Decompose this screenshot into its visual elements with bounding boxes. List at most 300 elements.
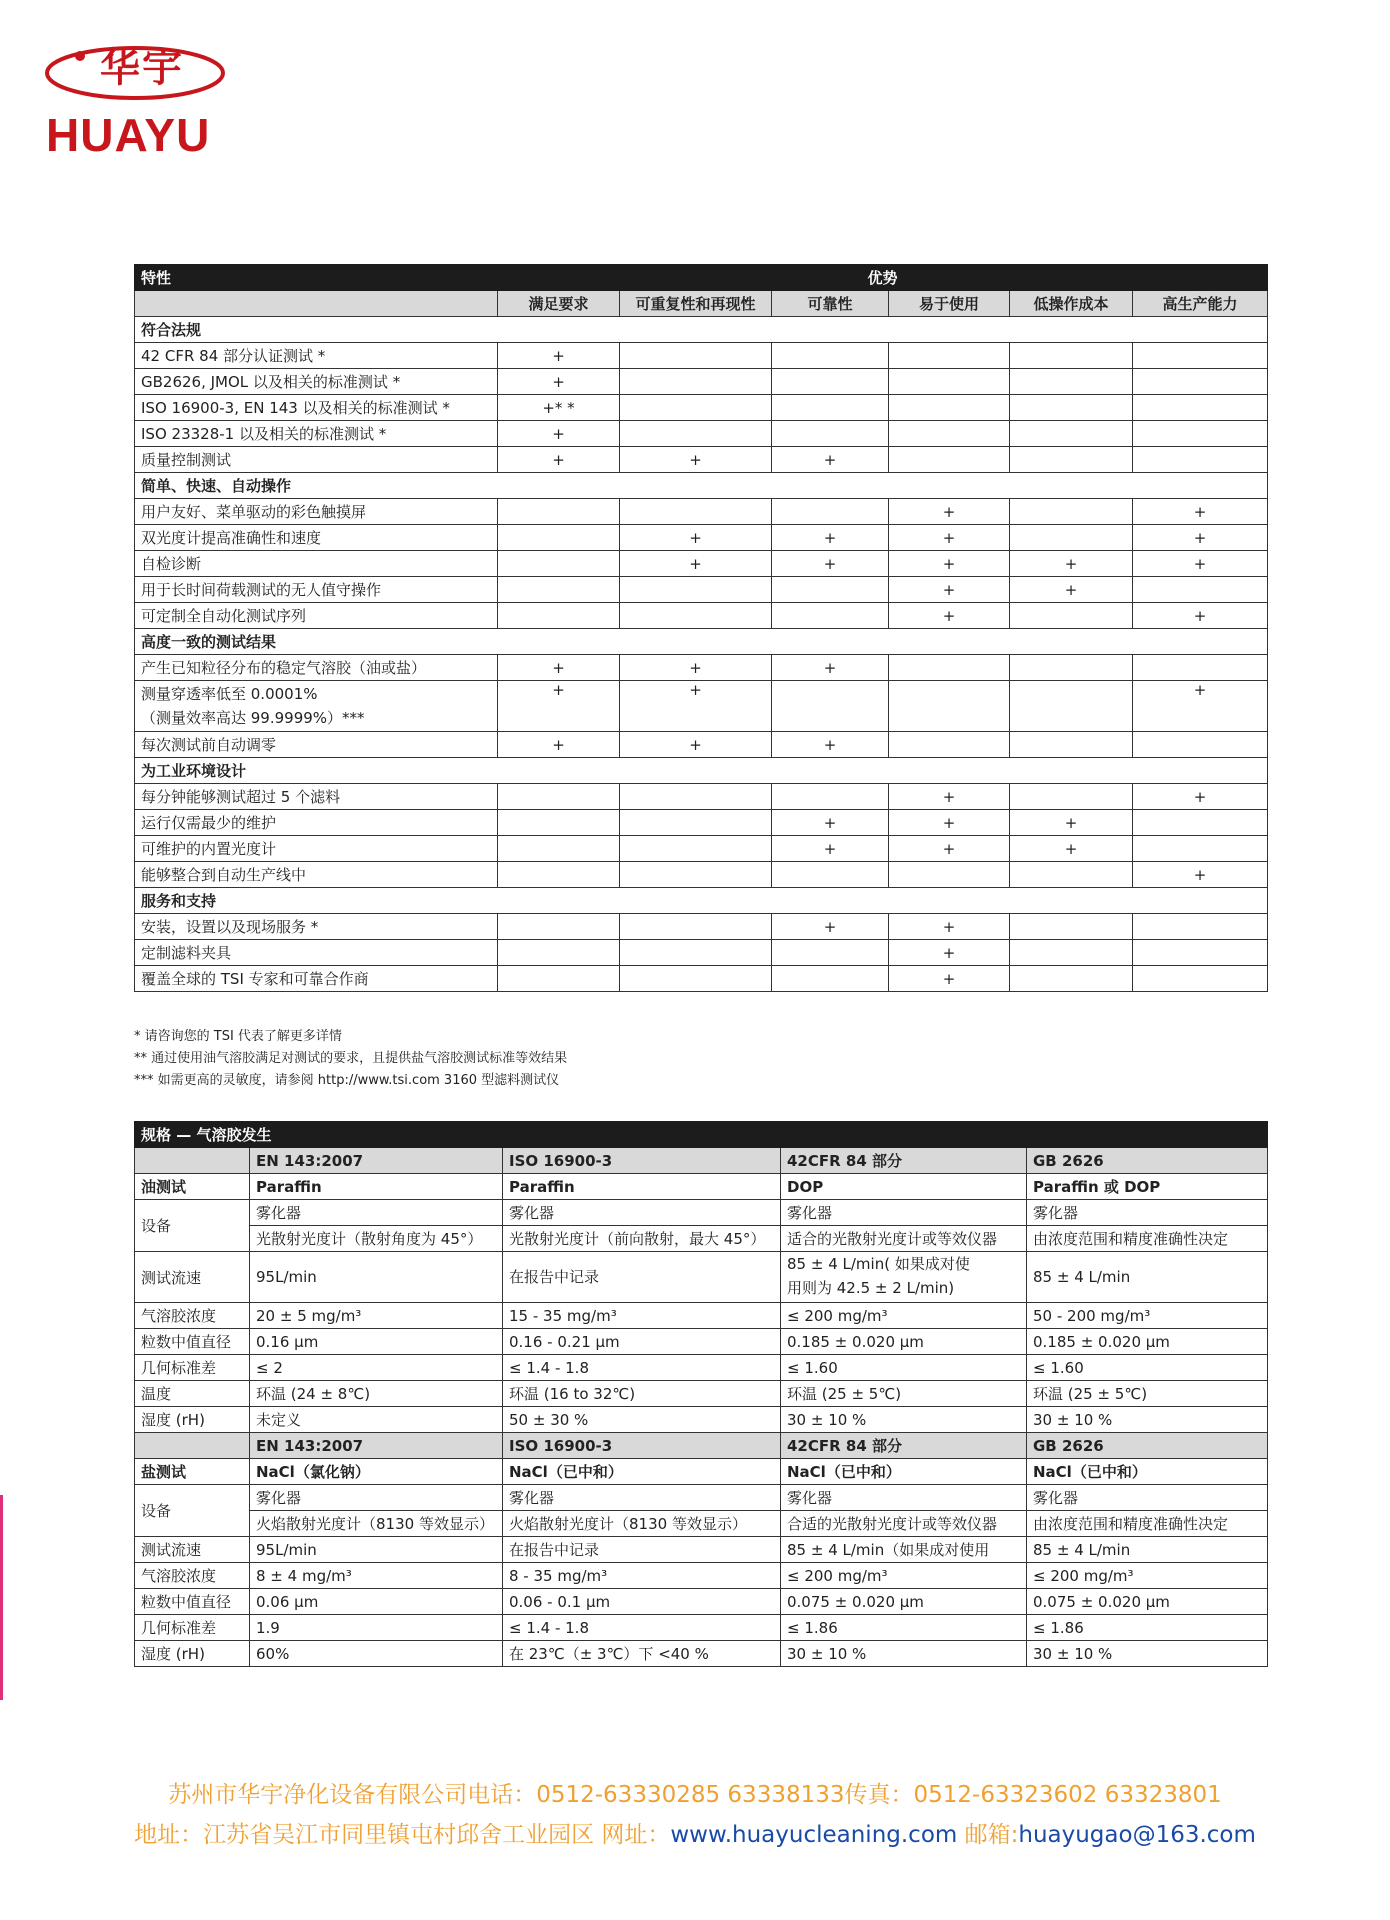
spec-value: ≤ 1.86 [781,1615,1027,1641]
spec-value: ≤ 200 mg/m³ [781,1303,1027,1329]
advantage-mark: + [889,603,1010,629]
advantage-mark [1010,343,1133,369]
advantage-mark [772,577,889,603]
advantage-mark [1133,655,1268,681]
advantage-mark: + [889,551,1010,577]
feature-label: GB2626, JMOL 以及相关的标准测试 * [135,369,498,395]
equipment-value: 雾化器 [1027,1485,1268,1511]
advantage-mark: + [889,577,1010,603]
advantage-mark [620,395,772,421]
website-link[interactable]: www.huayucleaning.com [670,1822,958,1848]
equipment-value: 雾化器 [250,1200,503,1226]
advantage-mark [1133,421,1268,447]
spec-value: 0.16 - 0.21 μm [503,1329,781,1355]
spec-label: 几何标准差 [135,1615,250,1641]
feature-label [135,681,498,732]
feature-label: 42 CFR 84 部分认证测试 * [135,343,498,369]
spec-row [135,1303,1268,1329]
spec-value: 60% [250,1641,503,1667]
column-header: 高生产能力 [1133,291,1268,317]
footnote-1: * 请咨询您的 TSI 代表了解更多详情 [134,1029,342,1044]
feature-label: 产生已知粒径分布的稳定气溶胶（油或盐） [135,655,498,681]
spec-value: 未定义 [250,1407,503,1433]
spec-value: 1.9 [250,1615,503,1641]
advantage-mark [1133,395,1268,421]
spec-row [135,1252,1268,1303]
equipment-value: 雾化器 [781,1200,1027,1226]
spec-value: 在 23℃（± 3℃）下 <40 % [503,1641,781,1667]
advantage-mark: + [1010,836,1133,862]
spec-value: 30 ± 10 % [781,1407,1027,1433]
advantage-mark [1133,810,1268,836]
feature-label: 能够整合到自动生产线中 [135,862,498,888]
blank-header-cell [135,291,498,317]
feature-label: 可定制全自动化测试序列 [135,603,498,629]
advantage-mark: + [620,447,772,473]
advantage-mark [1133,836,1268,862]
equipment-value: 火焰散射光度计（8130 等效显示） [250,1511,503,1537]
equipment-row [135,1511,1268,1537]
footnote-2: ** 通过使用油气溶胶满足对测试的要求，且提供盐气溶胶测试标准等效结果 [134,1051,568,1066]
edge-accent-bar [0,1495,3,1700]
advantage-mark: + [1133,862,1268,888]
feature-row [135,499,1268,525]
spec-value: 0.16 μm [250,1329,503,1355]
spec-row [135,1641,1268,1667]
spec-value: 0.185 ± 0.020 μm [1027,1329,1268,1355]
spec-label: 粒数中值直径 [135,1589,250,1615]
advantage-mark [620,499,772,525]
advantage-mark [498,940,620,966]
advantage-mark: + [772,655,889,681]
section-row [135,758,1268,784]
advantage-mark: + [620,551,772,577]
spec-value: 0.185 ± 0.020 μm [781,1329,1027,1355]
standards-header-row [135,1148,1268,1174]
advantage-mark [889,369,1010,395]
feature-row [135,343,1268,369]
advantage-mark [1133,447,1268,473]
feature-row [135,681,1268,732]
feature-row [135,810,1268,836]
standard-header: GB 2626 [1027,1433,1268,1459]
spec-value: 30 ± 10 % [1027,1641,1268,1667]
spec-value: ≤ 1.60 [1027,1355,1268,1381]
column-header: 易于使用 [889,291,1010,317]
section-row [135,473,1268,499]
spec-value: ≤ 200 mg/m³ [781,1563,1027,1589]
feature-row [135,914,1268,940]
spec-value: 环温 (25 ± 5℃) [781,1381,1027,1407]
spec-value: 0.075 ± 0.020 μm [1027,1589,1268,1615]
advantage-mark [498,499,620,525]
feature-row [135,395,1268,421]
advantage-mark [889,447,1010,473]
advantage-mark: + [1010,810,1133,836]
spec-value: 95L/min [250,1537,503,1563]
aerosol-spec-table [134,1121,1268,1667]
equipment-value: 由浓度范围和精度准确性决定 [1027,1226,1268,1252]
feature-row [135,447,1268,473]
advantage-mark [620,343,772,369]
spec-value: 85 ± 4 L/min [1027,1537,1268,1563]
section-title: 简单、快速、自动操作 [135,473,1268,499]
advantage-mark [772,421,889,447]
advantage-mark: +* * [498,395,620,421]
advantage-mark [498,966,620,992]
advantage-mark [889,395,1010,421]
spec-value: 30 ± 10 % [1027,1407,1268,1433]
advantage-mark [1133,369,1268,395]
advantage-mark [1133,732,1268,758]
feature-label: 运行仅需最少的维护 [135,810,498,836]
spec-value: 8 - 35 mg/m³ [503,1563,781,1589]
advantage-mark: + [1133,499,1268,525]
advantage-mark [620,914,772,940]
spec-row [135,1615,1268,1641]
test-agent: DOP [781,1174,1027,1200]
spec-label: 粒数中值直径 [135,1329,250,1355]
advantage-mark [1010,369,1133,395]
standard-header: 42CFR 84 部分 [781,1148,1027,1174]
column-header: 可靠性 [772,291,889,317]
advantage-mark [498,784,620,810]
advantage-mark [772,603,889,629]
advantage-mark [498,551,620,577]
spec-value: 环温 (16 to 32℃) [503,1381,781,1407]
advantage-mark [620,603,772,629]
advantage-mark: + [1010,577,1133,603]
spec-row [135,1589,1268,1615]
advantage-mark: + [1133,681,1268,732]
feature-label: 自检诊断 [135,551,498,577]
advantage-mark: + [889,810,1010,836]
feature-label: 用户友好、菜单驱动的彩色触摸屏 [135,499,498,525]
advantage-mark [772,784,889,810]
spec-row [135,1381,1268,1407]
advantage-mark: + [620,732,772,758]
advantage-mark [1010,525,1133,551]
features-advantages-table [134,264,1268,992]
equipment-value: 适合的光散射光度计或等效仪器 [781,1226,1027,1252]
feature-label: ISO 23328-1 以及相关的标准测试 * [135,421,498,447]
test-agent: Paraffin [503,1174,781,1200]
test-agent-row [135,1459,1268,1485]
advantage-mark: + [772,732,889,758]
spec-row [135,1563,1268,1589]
spec-value: 0.06 - 0.1 μm [503,1589,781,1615]
advantage-mark [1133,940,1268,966]
advantage-mark [498,603,620,629]
spec-value: ≤ 1.60 [781,1355,1027,1381]
advantage-mark [498,525,620,551]
test-agent: NaCl（已中和） [1027,1459,1268,1485]
feature-label: 每分钟能够测试超过 5 个滤料 [135,784,498,810]
advantage-mark [1010,914,1133,940]
advantage-mark: + [498,447,620,473]
advantage-mark [1010,655,1133,681]
spec-label: 温度 [135,1381,250,1407]
feature-row [135,525,1268,551]
test-agent: Paraffin [250,1174,503,1200]
spec-value-line: 用则为 42.5 ± 2 L/min) [787,1279,955,1297]
advantage-mark [498,836,620,862]
advantage-mark [772,966,889,992]
spec-value: ≤ 1.4 - 1.8 [503,1615,781,1641]
test-agent: NaCl（已中和） [503,1459,781,1485]
spec-value-line: 在报告中记录 [509,1268,600,1286]
advantage-mark: + [772,551,889,577]
spec-value: 85 ± 4 L/min（如果成对使用 [781,1537,1027,1563]
feature-label: 定制滤料夹具 [135,940,498,966]
equipment-value: 光散射光度计（散射角度为 45°） [250,1226,503,1252]
spec-value: 8 ± 4 mg/m³ [250,1563,503,1589]
advantage-mark [1133,966,1268,992]
advantage-mark [498,577,620,603]
advantage-mark [772,369,889,395]
columns-header-row [135,291,1268,317]
standards-header-row [135,1433,1268,1459]
advantage-mark [1010,603,1133,629]
spec-value-line: 85 ± 4 L/min [1033,1268,1131,1286]
blank-header-cell [135,1148,250,1174]
advantage-mark [1010,395,1133,421]
advantage-mark [1010,966,1133,992]
spec-label: 气溶胶浓度 [135,1303,250,1329]
advantage-mark: + [889,966,1010,992]
advantage-mark [620,369,772,395]
advantage-mark: + [498,421,620,447]
advantage-mark [772,862,889,888]
advantage-mark [889,343,1010,369]
standard-header: GB 2626 [1027,1148,1268,1174]
spec-label: 气溶胶浓度 [135,1563,250,1589]
test-agent: Paraffin 或 DOP [1027,1174,1268,1200]
spec-value: ≤ 2 [250,1355,503,1381]
advantage-mark [620,810,772,836]
test-agent: NaCl（氯化钠） [250,1459,503,1485]
feature-label: 双光度计提高准确性和速度 [135,525,498,551]
advantage-mark: + [620,655,772,681]
feature-row [135,603,1268,629]
spec-value: 50 - 200 mg/m³ [1027,1303,1268,1329]
test-agent: NaCl（已中和） [781,1459,1027,1485]
standard-header: EN 143:2007 [250,1433,503,1459]
blank-header-cell [135,1433,250,1459]
footnote-3: *** 如需更高的灵敏度，请参阅 http://www.tsi.com 3160 型滤料测试仪 [134,1073,560,1088]
advantage-mark [498,862,620,888]
advantage-mark [620,784,772,810]
section-title: 服务和支持 [135,888,1268,914]
advantage-mark: + [498,369,620,395]
advantage-mark [620,577,772,603]
spec-value: 0.075 ± 0.020 μm [781,1589,1027,1615]
advantage-mark: + [772,525,889,551]
advantage-mark [1010,862,1133,888]
advantage-mark [772,681,889,732]
spec-value-line: 95L/min [256,1268,317,1286]
spec-value: 在报告中记录 [503,1537,781,1563]
advantage-mark [1133,577,1268,603]
advantage-mark [772,395,889,421]
footer-address: 地址：江苏省吴江市同里镇屯村邱舍工业园区 网址： [134,1822,671,1848]
equipment-value: 雾化器 [250,1485,503,1511]
equipment-value: 火焰散射光度计（8130 等效显示） [503,1511,781,1537]
feature-row [135,940,1268,966]
feature-label: 用于长时间荷载测试的无人值守操作 [135,577,498,603]
test-type-label: 盐测试 [135,1459,250,1485]
spec-value: ≤ 1.86 [1027,1615,1268,1641]
advantage-mark: + [889,836,1010,862]
advantage-mark [1010,732,1133,758]
advantage-mark [1010,940,1133,966]
feature-row [135,655,1268,681]
spec-value: 环温 (24 ± 8℃) [250,1381,503,1407]
advantage-mark [498,914,620,940]
advantage-mark [620,940,772,966]
section-row [135,317,1268,343]
equipment-value: 光散射光度计（前向散射，最大 45°） [503,1226,781,1252]
spec-title-row [135,1122,1268,1148]
equipment-row [135,1485,1268,1511]
advantage-mark [889,732,1010,758]
advantage-mark: + [772,914,889,940]
advantage-mark: + [1133,603,1268,629]
feature-row [135,421,1268,447]
advantage-mark: + [889,940,1010,966]
spec-title: 规格 — 气溶胶发生 [135,1122,1268,1148]
equipment-value: 雾化器 [781,1485,1027,1511]
spec-label: 测试流速 [135,1537,250,1563]
advantage-mark [1133,343,1268,369]
advantage-mark [620,862,772,888]
feature-label: ISO 16900-3, EN 143 以及相关的标准测试 * [135,395,498,421]
feature-row [135,966,1268,992]
advantage-mark: + [620,525,772,551]
feature-row [135,784,1268,810]
spec-label: 湿度 (rH) [135,1641,250,1667]
section-title: 符合法规 [135,317,1268,343]
company-logo [40,28,230,168]
spec-value [1027,1252,1268,1303]
spec-label: 湿度 (rH) [135,1407,250,1433]
advantage-mark [889,862,1010,888]
test-agent-row [135,1174,1268,1200]
advantage-mark [620,421,772,447]
equipment-label: 设备 [135,1485,250,1537]
advantage-mark: + [498,732,620,758]
feature-label-line: 测量穿透率低至 0.0001% [141,685,318,703]
section-row [135,888,1268,914]
feature-label: 每次测试前自动调零 [135,732,498,758]
feature-row [135,369,1268,395]
spec-label: 测试流速 [135,1252,250,1303]
advantage-mark: + [772,810,889,836]
advantage-mark [772,940,889,966]
feature-label: 质量控制测试 [135,447,498,473]
spec-value: 30 ± 10 % [781,1641,1027,1667]
advantage-mark: + [889,499,1010,525]
feature-label: 可维护的内置光度计 [135,836,498,862]
equipment-value: 雾化器 [1027,1200,1268,1226]
logo-english-name: HUAYU [46,109,211,161]
spec-value [503,1252,781,1303]
advantage-mark: + [1133,784,1268,810]
advantage-mark: + [1133,551,1268,577]
advantage-mark [889,681,1010,732]
footer-address-line [0,1816,1390,1849]
advantage-mark [772,343,889,369]
advantage-mark: + [498,681,620,732]
spec-row [135,1329,1268,1355]
footnotes [134,1026,567,1092]
advantage-mark [889,655,1010,681]
feature-label: 覆盖全球的 TSI 专家和可靠合作商 [135,966,498,992]
advantage-mark [620,836,772,862]
spec-value [250,1252,503,1303]
spec-value: ≤ 200 mg/m³ [1027,1563,1268,1589]
spec-value-line: 85 ± 4 L/min( 如果成对使 [787,1255,970,1273]
advantage-mark: + [889,525,1010,551]
feature-header: 特性 [135,265,498,291]
advantage-mark: + [620,681,772,732]
spec-label: 几何标准差 [135,1355,250,1381]
feature-row [135,862,1268,888]
feature-row [135,551,1268,577]
spec-value: 环温 (25 ± 5℃) [1027,1381,1268,1407]
standard-header: ISO 16900-3 [503,1433,781,1459]
advantage-mark: + [772,836,889,862]
section-title: 为工业环境设计 [135,758,1268,784]
advantage-mark [1010,499,1133,525]
footer-mail-label: 邮箱: [957,1822,1019,1848]
section-row [135,629,1268,655]
table-header-row [135,265,1268,291]
advantage-mark: + [889,914,1010,940]
advantage-mark: + [772,447,889,473]
advantage-mark [1010,681,1133,732]
standard-header: ISO 16900-3 [503,1148,781,1174]
advantage-mark: + [1133,525,1268,551]
standard-header: EN 143:2007 [250,1148,503,1174]
column-header: 低操作成本 [1010,291,1133,317]
feature-row [135,836,1268,862]
spec-value: 15 - 35 mg/m³ [503,1303,781,1329]
spec-value: 0.06 μm [250,1589,503,1615]
spec-value: 50 ± 30 % [503,1407,781,1433]
spec-row [135,1407,1268,1433]
advantage-header: 优势 [498,265,1268,291]
advantage-mark [1010,784,1133,810]
column-header: 满足要求 [498,291,620,317]
spec-value [781,1252,1027,1303]
test-type-label: 油测试 [135,1174,250,1200]
advantage-mark [1010,447,1133,473]
advantage-mark [620,966,772,992]
advantage-mark: + [498,655,620,681]
email-link[interactable]: huayugao@163.com [1018,1822,1256,1848]
spec-value: ≤ 1.4 - 1.8 [503,1355,781,1381]
spec-value: 20 ± 5 mg/m³ [250,1303,503,1329]
equipment-row [135,1200,1268,1226]
logo-chinese-name: 华宇 [100,44,184,91]
feature-row [135,732,1268,758]
advantage-mark [889,421,1010,447]
feature-row [135,577,1268,603]
standard-header: 42CFR 84 部分 [781,1433,1027,1459]
advantage-mark [1010,421,1133,447]
advantage-mark [1133,914,1268,940]
